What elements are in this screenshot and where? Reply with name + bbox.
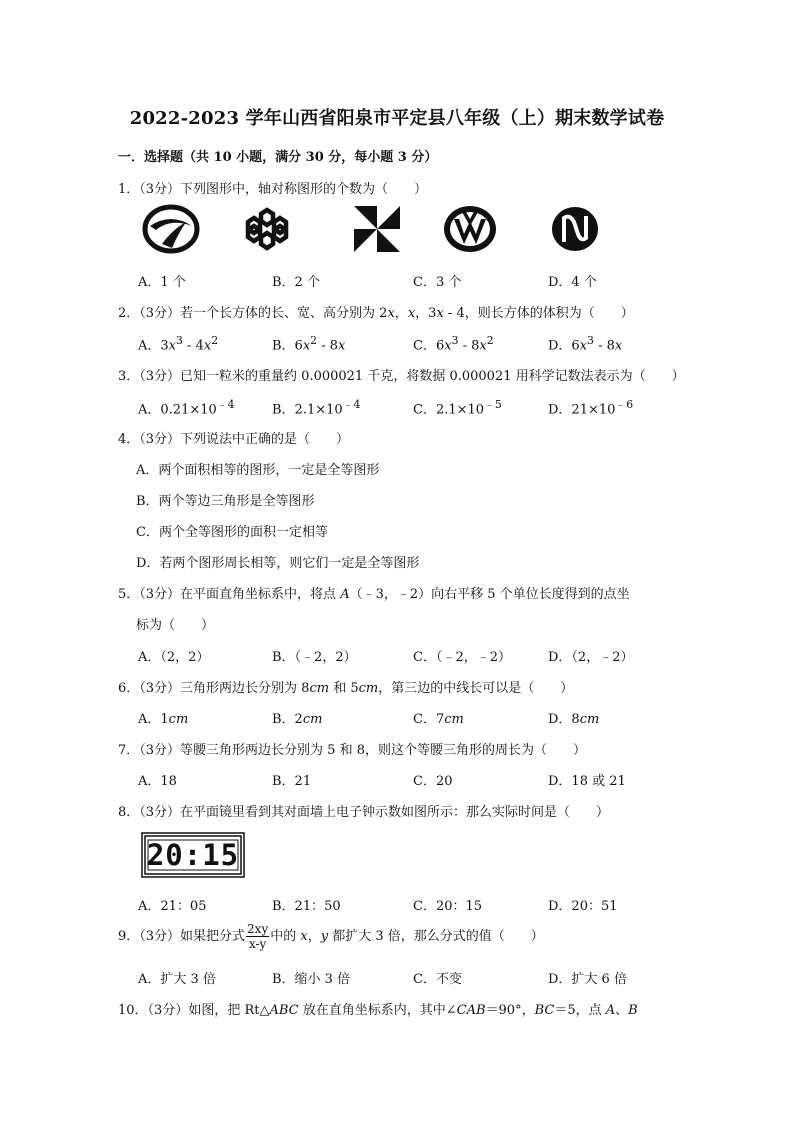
- hexagon-flower-icon: [238, 204, 296, 254]
- question-6-options: [138, 708, 698, 728]
- option-b[interactable]: B．缩小 3 倍: [272, 972, 351, 987]
- exam-title: 2022-2023 学年山西省阳泉市平定县八年级（上）期末数学试卷: [129, 108, 665, 129]
- question-2-options: [138, 334, 698, 354]
- option-c[interactable]: C．20: [413, 774, 453, 789]
- question-5-stem: 5．（3分）在平面直角坐标系中，将点 A（﹣3，﹣2）向右平移 5 个单位长度得到的点坐: [118, 587, 630, 602]
- option-b[interactable]: B．21：50: [272, 899, 341, 914]
- question-9-options: [138, 968, 698, 988]
- question-3-stem: 3．（3分）已知一粒米的重量约 0.000021 千克，将数据 0.000021 用科学记数法表示为（ ）: [118, 369, 685, 384]
- option-a[interactable]: A．18: [138, 774, 177, 789]
- option-c[interactable]: C．两个全等图形的面积一定相等: [136, 525, 328, 540]
- question-7-stem: 7．（3分）等腰三角形两边长分别为 5 和 8，则这个等腰三角形的周长为（ ）: [118, 743, 586, 758]
- option-a[interactable]: A．1cm: [138, 712, 189, 727]
- option-d[interactable]: D．18 或 21: [548, 774, 626, 789]
- fraction: $\frac{2xy}{x-y}$: [247, 922, 269, 951]
- option-b[interactable]: B．（﹣2，2）: [272, 650, 357, 665]
- question-7-options: [138, 770, 698, 790]
- question-5-options: [138, 646, 698, 666]
- option-a[interactable]: A．21：05: [138, 899, 207, 914]
- option-b[interactable]: B．两个等边三角形是全等图形: [136, 494, 315, 509]
- question-9-stem: 9．（3分）如果把分式 $\frac{2xy}{x-y}$ 中的 x，y 都扩大 3 倍，那么分式的值（ ）: [118, 922, 544, 951]
- option-d[interactable]: D．20：51: [548, 899, 618, 914]
- question-10-stem: 10．（3分）如图，把 Rt△ABC 放在直角坐标系内，其中∠CAB＝90°，BC＝5，点 A、B: [118, 1003, 638, 1018]
- option-c[interactable]: C．20：15: [413, 899, 483, 914]
- option-d[interactable]: D．（2，﹣2）: [548, 650, 634, 665]
- n-circle-logo-icon: [550, 204, 600, 254]
- option-d[interactable]: D．扩大 6 倍: [548, 972, 627, 987]
- option-a[interactable]: A．1 个: [138, 275, 186, 290]
- question-6-stem: 6．（3分）三角形两边长分别为 8cm 和 5cm，第三边的中线长可以是（ ）: [118, 681, 574, 696]
- circle-swoosh-logo-icon: [142, 204, 200, 254]
- question-4-stem: 4．（3分）下列说法中正确的是（ ）: [118, 432, 350, 447]
- option-c[interactable]: C．$2.1\times 10^{﹣5}$: [413, 398, 502, 418]
- option-b[interactable]: B．21: [272, 774, 312, 789]
- option-c[interactable]: C．$6x^3 - 8x^2$: [413, 334, 494, 354]
- option-c[interactable]: C．7cm: [413, 712, 464, 727]
- question-3-options: [138, 397, 698, 417]
- question-1-stem: 1．（3分）下列图形中，轴对称图形的个数为（ ）: [118, 182, 428, 197]
- option-b[interactable]: B．$2.1\times 10^{﹣4}$: [272, 398, 361, 418]
- option-d[interactable]: D．8cm: [548, 712, 600, 727]
- option-a[interactable]: A．（2，2）: [138, 650, 210, 665]
- option-a[interactable]: A．扩大 3 倍: [138, 972, 216, 987]
- option-b[interactable]: B．2 个: [272, 275, 320, 290]
- option-d[interactable]: D．$6x^3 - 8x$: [548, 334, 623, 354]
- option-b[interactable]: B．2cm: [272, 712, 323, 727]
- option-b[interactable]: B．$6x^2 - 8x$: [272, 334, 346, 354]
- clock-digits: 20:15: [146, 838, 240, 872]
- digital-clock-figure: [141, 832, 245, 878]
- question-8-options: [138, 895, 698, 915]
- question-1-figures: [138, 204, 618, 258]
- question-5-stem-cont: 标为（ ）: [136, 618, 215, 633]
- section-heading: 一．选择题（共 10 小题，满分 30 分，每小题 3 分）: [118, 150, 438, 165]
- option-d[interactable]: D．若两个图形周长相等，则它们一定是全等图形: [136, 556, 420, 571]
- option-a[interactable]: A．两个面积相等的图形，一定是全等图形: [136, 463, 380, 478]
- option-a[interactable]: A．$3x^3 - 4x^2$: [138, 334, 219, 354]
- option-a[interactable]: A．$0.21\times 10^{﹣4}$: [138, 398, 235, 418]
- option-c[interactable]: C．（﹣2，﹣2）: [413, 650, 511, 665]
- question-8-stem: 8．（3分）在平面镜里看到其对面墙上电子钟示数如图所示：那么实际时间是（ ）: [118, 805, 610, 820]
- option-d[interactable]: D．4 个: [548, 275, 597, 290]
- pinwheel-icon: [352, 204, 402, 254]
- option-c[interactable]: C．不变: [413, 972, 462, 987]
- option-c[interactable]: C．3 个: [413, 275, 462, 290]
- option-d[interactable]: D．$21\times 10^{﹣6}$: [548, 398, 634, 418]
- volkswagen-logo-icon: [442, 204, 498, 254]
- question-1-options: [138, 271, 698, 291]
- question-2-stem: 2．（3分）若一个长方体的长、宽、高分别为 2x，x，3x - 4，则长方体的体积为（ ）: [118, 306, 634, 321]
